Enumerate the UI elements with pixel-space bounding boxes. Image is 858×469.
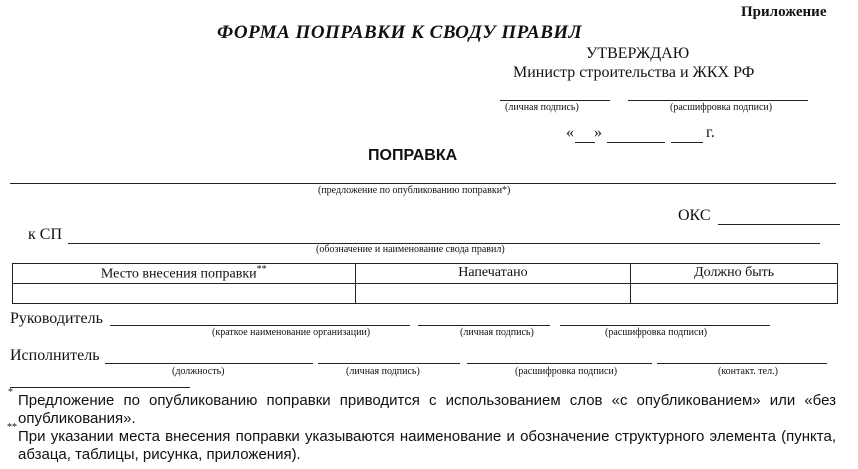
- minister-signature-line[interactable]: [500, 100, 610, 101]
- executor-decode-line[interactable]: [467, 363, 652, 364]
- sp-caption: (обозначение и наименование свода правил): [316, 244, 505, 255]
- column-header-mark: **: [256, 264, 267, 275]
- publication-line[interactable]: [10, 183, 836, 184]
- manager-org-caption: (краткое наименование организации): [212, 327, 371, 338]
- executor-phone-caption: (контакт. тел.): [718, 366, 778, 377]
- column-header: [13, 264, 356, 284]
- publication-caption: (предложение по опубликованию поправки*): [318, 185, 511, 196]
- form-title: ФОРМА ПОПРАВКИ К СВОДУ ПРАВИЛ: [217, 22, 583, 43]
- table-cell-printed[interactable]: [355, 283, 631, 303]
- minister-decode-caption: (расшифровка подписи): [670, 102, 773, 113]
- executor-position-line[interactable]: [105, 363, 313, 364]
- executor-label: Исполнитель: [10, 347, 100, 364]
- date-year-line[interactable]: [671, 142, 703, 143]
- executor-signature-line[interactable]: [318, 363, 460, 364]
- date-day-line[interactable]: [575, 142, 595, 143]
- executor-position-caption: (должность): [172, 366, 225, 377]
- footnote-mark: **: [7, 422, 17, 433]
- manager-decode-caption: (расшифровка подписи): [605, 327, 708, 338]
- date-close-quote: »: [594, 124, 602, 141]
- executor-decode-caption: (расшифровка подписи): [515, 366, 618, 377]
- minister-decode-line[interactable]: [628, 100, 808, 101]
- amendment-table: [12, 263, 838, 304]
- footnote-separator: [10, 387, 190, 388]
- manager-org-line[interactable]: [110, 325, 410, 326]
- table-cell-should-be[interactable]: [631, 283, 838, 303]
- sp-label: к СП: [28, 226, 62, 243]
- manager-signature-line[interactable]: [418, 325, 550, 326]
- manager-label: Руководитель: [10, 310, 103, 327]
- amendment-title: ПОПРАВКА: [368, 147, 458, 164]
- minister-label: Министр строительства и ЖКХ РФ: [513, 64, 755, 81]
- footnote-text: При указании места внесения поправки указываются наименование и обозначение структурного элемента (пункта, абзаца, таблицы, рисунка, приложения).: [18, 428, 836, 463]
- footnote-text: Предложение по опубликованию поправки приводится с использованием слов «с опубликованием» или «без опубликования».: [18, 392, 836, 427]
- table-cell-place[interactable]: [13, 283, 356, 303]
- column-header: Должно быть: [631, 264, 838, 284]
- minister-signature-caption: (личная подпись): [505, 102, 579, 113]
- oks-label: ОКС: [678, 207, 711, 224]
- date-month-line[interactable]: [607, 142, 665, 143]
- date-year-suffix: г.: [706, 124, 715, 141]
- manager-decode-line[interactable]: [560, 325, 770, 326]
- table-row: [13, 283, 838, 303]
- executor-signature-caption: (личная подпись): [346, 366, 420, 377]
- column-header-label: Место внесения поправки: [100, 266, 257, 282]
- column-header: Напечатано: [355, 264, 631, 284]
- date-open-quote: «: [566, 124, 574, 141]
- footnote-mark: *: [8, 387, 13, 398]
- executor-phone-line[interactable]: [657, 363, 827, 364]
- table-header-row: [13, 264, 838, 284]
- oks-line[interactable]: [718, 224, 840, 225]
- manager-signature-caption: (личная подпись): [460, 327, 534, 338]
- appendix-label: Приложение: [741, 4, 827, 20]
- approve-label: УТВЕРЖДАЮ: [586, 45, 690, 62]
